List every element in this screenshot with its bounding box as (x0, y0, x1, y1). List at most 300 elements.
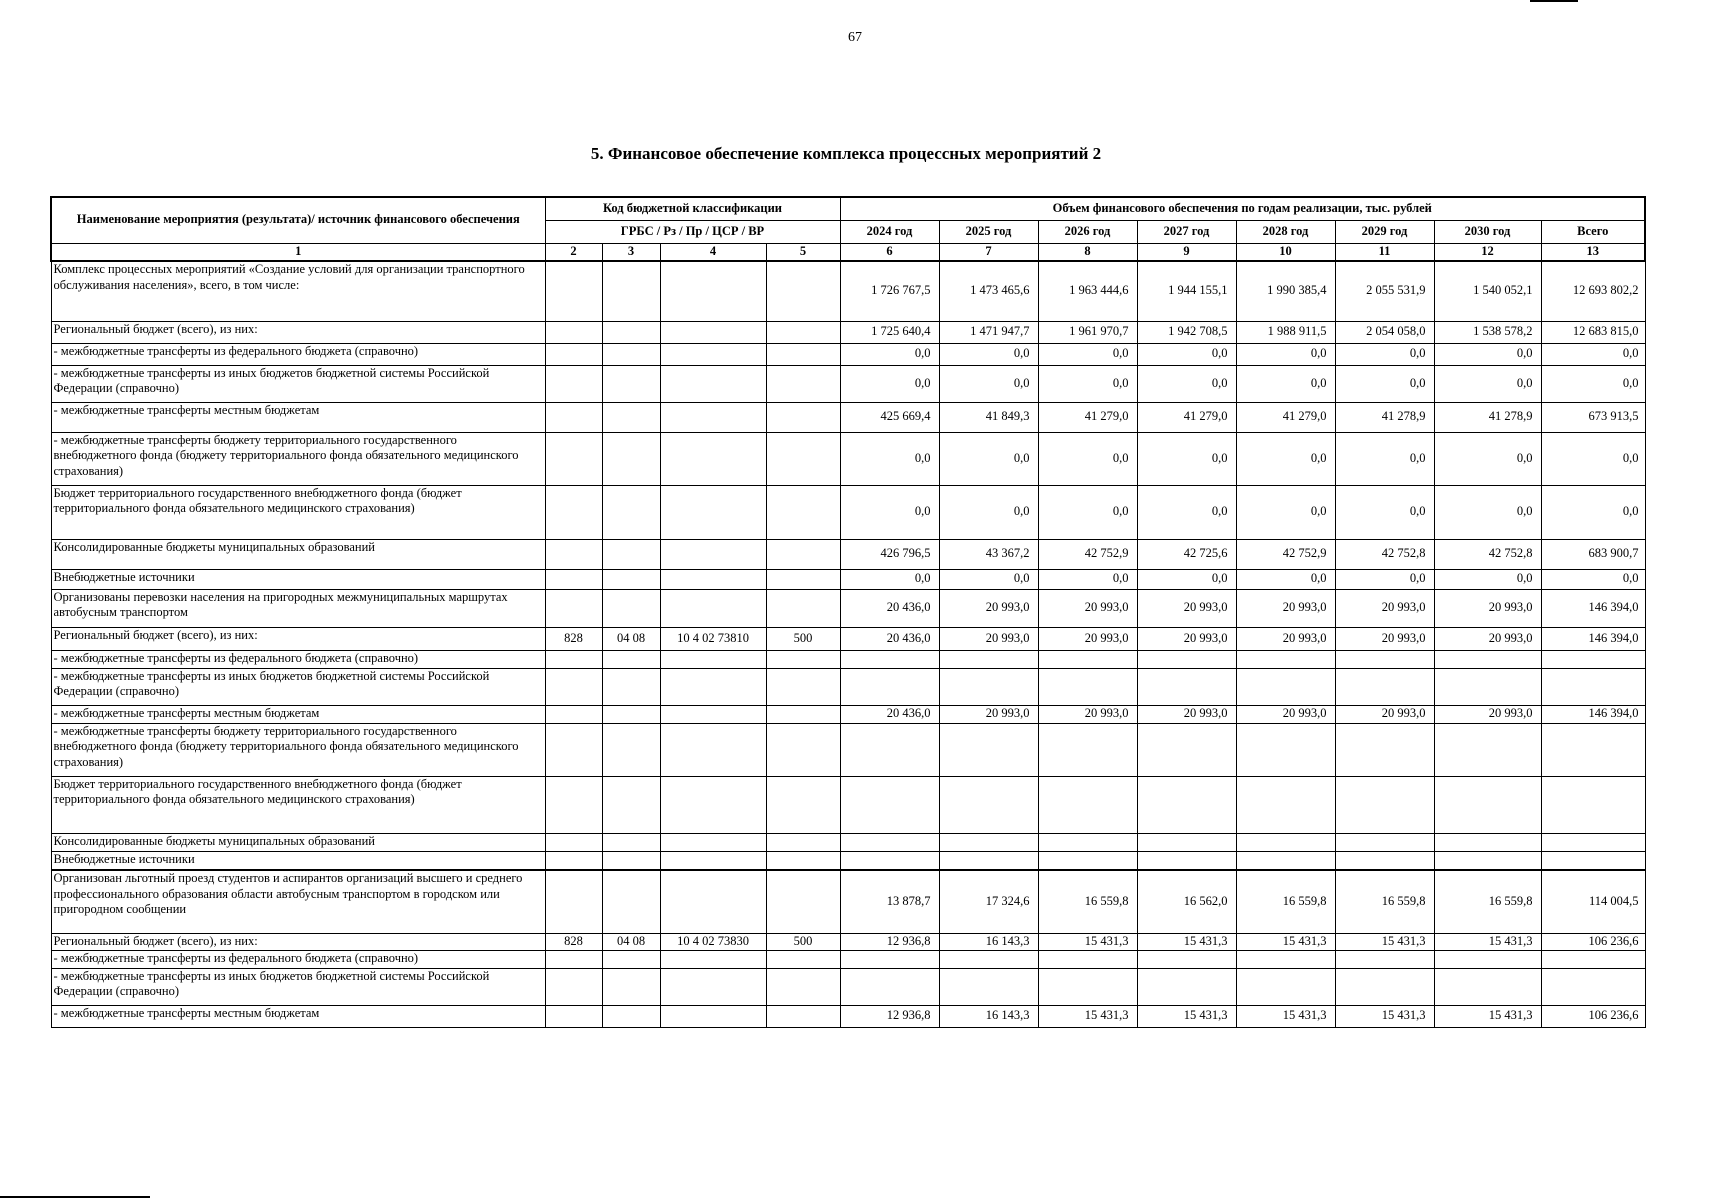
total-value-cell: 673 913,5 (1541, 402, 1645, 432)
year-value-cell: 0,0 (1137, 432, 1236, 485)
header-year: 2030 год (1434, 220, 1541, 243)
budget-code-cell (602, 650, 660, 668)
year-value-cell (1038, 650, 1137, 668)
row-name: - межбюджетные трансферты из федерального бюджета (справочно) (51, 650, 545, 668)
header-year: 2027 год (1137, 220, 1236, 243)
year-value-cell: 0,0 (840, 569, 939, 589)
year-value-cell: 42 752,8 (1434, 539, 1541, 569)
total-value-cell (1541, 650, 1645, 668)
year-value-cell (939, 650, 1038, 668)
row-name: Региональный бюджет (всего), из них: (51, 321, 545, 343)
budget-code-cell (660, 705, 766, 723)
year-value-cell (840, 723, 939, 776)
year-value-cell: 0,0 (1335, 432, 1434, 485)
row-name: Организованы перевозки населения на пригородных межмуниципальных маршрутах автобусным транспортом (51, 589, 545, 627)
budget-code-cell (660, 365, 766, 402)
budget-code-cell: 828 (545, 933, 602, 950)
year-value-cell: 425 669,4 (840, 402, 939, 432)
year-value-cell: 0,0 (1236, 343, 1335, 365)
year-value-cell (840, 851, 939, 870)
year-value-cell (1236, 950, 1335, 968)
year-value-cell: 16 559,8 (1236, 870, 1335, 933)
budget-code-cell (660, 950, 766, 968)
header-year: 2026 год (1038, 220, 1137, 243)
budget-code-cell (766, 950, 840, 968)
year-value-cell (1335, 776, 1434, 833)
table-row (51, 870, 1645, 933)
table-row (51, 539, 1645, 569)
budget-code-cell (766, 365, 840, 402)
total-value-cell (1541, 968, 1645, 1005)
year-value-cell: 20 993,0 (1335, 627, 1434, 650)
year-value-cell (1137, 668, 1236, 705)
year-value-cell: 20 436,0 (840, 705, 939, 723)
table-row (51, 589, 1645, 627)
row-name: Региональный бюджет (всего), из них: (51, 933, 545, 950)
year-value-cell: 41 849,3 (939, 402, 1038, 432)
year-value-cell (1137, 968, 1236, 1005)
budget-code-cell (545, 668, 602, 705)
budget-code-cell (602, 365, 660, 402)
year-value-cell (1434, 968, 1541, 1005)
year-value-cell: 20 993,0 (1137, 589, 1236, 627)
total-value-cell: 0,0 (1541, 343, 1645, 365)
total-value-cell: 146 394,0 (1541, 589, 1645, 627)
year-value-cell: 0,0 (939, 485, 1038, 539)
year-value-cell: 1 473 465,6 (939, 261, 1038, 321)
year-value-cell: 1 990 385,4 (1236, 261, 1335, 321)
year-value-cell: 0,0 (1137, 343, 1236, 365)
budget-code-cell (766, 485, 840, 539)
year-value-cell: 15 431,3 (1038, 1005, 1137, 1027)
year-value-cell (840, 668, 939, 705)
year-value-cell: 1 471 947,7 (939, 321, 1038, 343)
year-value-cell: 0,0 (939, 365, 1038, 402)
year-value-cell: 0,0 (1236, 432, 1335, 485)
year-value-cell (840, 968, 939, 1005)
budget-code-cell: 500 (766, 627, 840, 650)
scan-mark (0, 1196, 150, 1198)
budget-code-cell (545, 968, 602, 1005)
year-value-cell: 1 725 640,4 (840, 321, 939, 343)
year-value-cell: 1 963 444,6 (1038, 261, 1137, 321)
year-value-cell: 16 562,0 (1137, 870, 1236, 933)
budget-code-cell (660, 569, 766, 589)
budget-code-cell (660, 589, 766, 627)
year-value-cell (939, 776, 1038, 833)
budget-code-cell (660, 402, 766, 432)
financing-table (50, 196, 1646, 1028)
year-value-cell: 20 993,0 (1137, 705, 1236, 723)
table-row (51, 650, 1645, 668)
year-value-cell: 15 431,3 (1335, 933, 1434, 950)
budget-code-cell (660, 870, 766, 933)
header-name-col: Наименование мероприятия (результата)/ источник финансового обеспечения (51, 197, 545, 243)
budget-code-cell (766, 432, 840, 485)
year-value-cell (1236, 668, 1335, 705)
column-number: 11 (1335, 243, 1434, 261)
year-value-cell (1335, 950, 1434, 968)
year-value-cell: 41 279,0 (1236, 402, 1335, 432)
year-value-cell (1335, 723, 1434, 776)
year-value-cell: 0,0 (939, 432, 1038, 485)
total-value-cell: 0,0 (1541, 365, 1645, 402)
header-year: 2025 год (939, 220, 1038, 243)
budget-code-cell (766, 539, 840, 569)
budget-code-cell (766, 776, 840, 833)
row-name: Внебюджетные источники (51, 851, 545, 870)
year-value-cell: 1 961 970,7 (1038, 321, 1137, 343)
year-value-cell: 16 559,8 (1434, 870, 1541, 933)
table-row (51, 1005, 1645, 1027)
year-value-cell: 0,0 (840, 343, 939, 365)
budget-code-cell (545, 950, 602, 968)
year-value-cell: 15 431,3 (1434, 1005, 1541, 1027)
table-row (51, 365, 1645, 402)
year-value-cell (1236, 650, 1335, 668)
year-value-cell: 16 143,3 (939, 933, 1038, 950)
row-name: Региональный бюджет (всего), из них: (51, 627, 545, 650)
year-value-cell: 0,0 (1236, 485, 1335, 539)
year-value-cell: 17 324,6 (939, 870, 1038, 933)
table-row (51, 261, 1645, 321)
row-name: - межбюджетные трансферты бюджету территориального государственного внебюджетного фонда (бюджету территориального фонда обязательного медицинского страхования) (51, 723, 545, 776)
year-value-cell (1137, 833, 1236, 851)
year-value-cell: 0,0 (840, 432, 939, 485)
budget-code-cell (545, 705, 602, 723)
row-name: - межбюджетные трансферты из федерального бюджета (справочно) (51, 950, 545, 968)
year-value-cell (939, 851, 1038, 870)
year-value-cell: 15 431,3 (1038, 933, 1137, 950)
row-name: - межбюджетные трансферты местным бюджетам (51, 705, 545, 723)
total-value-cell: 114 004,5 (1541, 870, 1645, 933)
year-value-cell (1038, 851, 1137, 870)
year-value-cell: 0,0 (1335, 485, 1434, 539)
year-value-cell: 1 988 911,5 (1236, 321, 1335, 343)
page-number: 67 (848, 30, 862, 45)
year-value-cell: 0,0 (1434, 569, 1541, 589)
total-value-cell: 683 900,7 (1541, 539, 1645, 569)
table-row (51, 705, 1645, 723)
year-value-cell: 15 431,3 (1335, 1005, 1434, 1027)
budget-code-cell (602, 402, 660, 432)
year-value-cell: 0,0 (1038, 365, 1137, 402)
year-value-cell (1038, 968, 1137, 1005)
budget-code-cell (660, 833, 766, 851)
budget-code-cell (660, 321, 766, 343)
row-name: - межбюджетные трансферты из иных бюджетов бюджетной системы Российской Федерации (справочно) (51, 365, 545, 402)
year-value-cell: 15 431,3 (1236, 933, 1335, 950)
budget-code-cell (660, 650, 766, 668)
total-value-cell (1541, 668, 1645, 705)
table-header (51, 197, 1645, 261)
budget-code-cell (766, 569, 840, 589)
header-year: 2028 год (1236, 220, 1335, 243)
row-name: - межбюджетные трансферты местным бюджетам (51, 402, 545, 432)
year-value-cell (1038, 668, 1137, 705)
budget-code-cell: 10 4 02 73810 (660, 627, 766, 650)
budget-code-cell (660, 723, 766, 776)
budget-code-cell (766, 668, 840, 705)
year-value-cell: 15 431,3 (1137, 933, 1236, 950)
budget-code-cell (766, 968, 840, 1005)
year-value-cell: 20 993,0 (1038, 589, 1137, 627)
table-row (51, 402, 1645, 432)
year-value-cell: 0,0 (1335, 569, 1434, 589)
year-value-cell (939, 723, 1038, 776)
year-value-cell: 0,0 (1434, 343, 1541, 365)
row-name: - межбюджетные трансферты из иных бюджетов бюджетной системы Российской Федерации (справочно) (51, 668, 545, 705)
total-value-cell (1541, 776, 1645, 833)
year-value-cell (1038, 950, 1137, 968)
header-total: Всего (1541, 220, 1645, 243)
year-value-cell: 20 436,0 (840, 627, 939, 650)
year-value-cell (1137, 950, 1236, 968)
row-name: Бюджет территориального государственного внебюджетного фонда (бюджет территориального фонда обязательного медицинского страхования) (51, 485, 545, 539)
budget-code-cell (766, 851, 840, 870)
year-value-cell: 42 752,9 (1236, 539, 1335, 569)
year-value-cell: 13 878,7 (840, 870, 939, 933)
year-value-cell: 41 278,9 (1335, 402, 1434, 432)
budget-code-cell (602, 1005, 660, 1027)
year-value-cell: 12 936,8 (840, 933, 939, 950)
budget-code-cell (766, 705, 840, 723)
year-value-cell: 16 143,3 (939, 1005, 1038, 1027)
budget-code-cell (602, 343, 660, 365)
year-value-cell: 20 993,0 (939, 705, 1038, 723)
total-value-cell (1541, 950, 1645, 968)
total-value-cell (1541, 851, 1645, 870)
column-numbers-row (51, 243, 1645, 261)
year-value-cell (1335, 650, 1434, 668)
year-value-cell: 16 559,8 (1038, 870, 1137, 933)
year-value-cell: 1 942 708,5 (1137, 321, 1236, 343)
budget-code-cell (660, 968, 766, 1005)
budget-code-cell (602, 485, 660, 539)
year-value-cell (1236, 968, 1335, 1005)
budget-code-cell (766, 402, 840, 432)
year-value-cell: 0,0 (1434, 365, 1541, 402)
budget-code-cell (545, 539, 602, 569)
year-value-cell (1038, 776, 1137, 833)
column-number: 9 (1137, 243, 1236, 261)
budget-code-cell (545, 851, 602, 870)
header-code-sub: ГРБС / Рз / Пр / ЦСР / ВР (545, 220, 840, 243)
row-name: - межбюджетные трансферты бюджету территориального государственного внебюджетного фонда (бюджету территориального фонда обязательного медицинского страхования) (51, 432, 545, 485)
year-value-cell: 42 752,9 (1038, 539, 1137, 569)
year-value-cell (1335, 668, 1434, 705)
year-value-cell (1137, 650, 1236, 668)
year-value-cell: 20 993,0 (1137, 627, 1236, 650)
budget-code-cell (660, 343, 766, 365)
year-value-cell: 42 725,6 (1137, 539, 1236, 569)
year-value-cell: 20 993,0 (1434, 627, 1541, 650)
row-name: Комплекс процессных мероприятий «Создание условий для организации транспортного обслуживания населения», всего, в том числе: (51, 261, 545, 321)
year-value-cell: 41 278,9 (1434, 402, 1541, 432)
year-value-cell: 16 559,8 (1335, 870, 1434, 933)
year-value-cell (1335, 851, 1434, 870)
budget-code-cell (766, 650, 840, 668)
table-row (51, 321, 1645, 343)
year-value-cell: 0,0 (1434, 432, 1541, 485)
table-body (51, 261, 1645, 1027)
budget-code-cell (602, 870, 660, 933)
budget-code-cell (602, 851, 660, 870)
year-value-cell (840, 833, 939, 851)
year-value-cell (840, 950, 939, 968)
year-value-cell: 1 944 155,1 (1137, 261, 1236, 321)
budget-code-cell (660, 668, 766, 705)
budget-code-cell (660, 432, 766, 485)
year-value-cell: 1 538 578,2 (1434, 321, 1541, 343)
budget-code-cell (602, 705, 660, 723)
year-value-cell: 0,0 (1038, 569, 1137, 589)
budget-code-cell (660, 261, 766, 321)
budget-code-cell (766, 321, 840, 343)
table-row (51, 950, 1645, 968)
budget-code-cell (766, 343, 840, 365)
year-value-cell: 426 796,5 (840, 539, 939, 569)
year-value-cell (1137, 851, 1236, 870)
column-number: 8 (1038, 243, 1137, 261)
budget-code-cell (545, 833, 602, 851)
year-value-cell (939, 950, 1038, 968)
year-value-cell (1236, 776, 1335, 833)
year-value-cell (1434, 833, 1541, 851)
year-value-cell: 15 431,3 (1236, 1005, 1335, 1027)
header-year: 2024 год (840, 220, 939, 243)
budget-code-cell: 10 4 02 73830 (660, 933, 766, 950)
column-number: 7 (939, 243, 1038, 261)
year-value-cell: 20 993,0 (1236, 589, 1335, 627)
budget-code-cell (766, 870, 840, 933)
column-number: 3 (602, 243, 660, 261)
budget-code-cell (545, 432, 602, 485)
year-value-cell: 20 993,0 (1038, 705, 1137, 723)
budget-code-cell (602, 539, 660, 569)
year-value-cell (1335, 833, 1434, 851)
row-name: Бюджет территориального государственного внебюджетного фонда (бюджет территориального фонда обязательного медицинского страхования) (51, 776, 545, 833)
year-value-cell: 0,0 (1038, 432, 1137, 485)
year-value-cell: 2 055 531,9 (1335, 261, 1434, 321)
header-code-group: Код бюджетной классификации (545, 197, 840, 220)
total-value-cell: 12 683 815,0 (1541, 321, 1645, 343)
budget-code-cell (602, 432, 660, 485)
year-value-cell: 0,0 (1335, 365, 1434, 402)
year-value-cell (939, 833, 1038, 851)
year-value-cell (1434, 650, 1541, 668)
budget-code-cell (545, 723, 602, 776)
year-value-cell (1236, 851, 1335, 870)
year-value-cell: 0,0 (1137, 365, 1236, 402)
year-value-cell: 20 993,0 (1236, 705, 1335, 723)
budget-code-cell (545, 589, 602, 627)
column-number: 5 (766, 243, 840, 261)
table-row (51, 432, 1645, 485)
column-number: 13 (1541, 243, 1645, 261)
budget-code-cell (602, 261, 660, 321)
year-value-cell: 20 993,0 (1434, 589, 1541, 627)
budget-code-cell (766, 261, 840, 321)
year-value-cell (1434, 668, 1541, 705)
year-value-cell: 1 540 052,1 (1434, 261, 1541, 321)
budget-code-cell (545, 321, 602, 343)
year-value-cell: 0,0 (1236, 365, 1335, 402)
year-value-cell: 43 367,2 (939, 539, 1038, 569)
year-value-cell: 20 993,0 (1434, 705, 1541, 723)
budget-code-cell (602, 569, 660, 589)
table-row (51, 668, 1645, 705)
total-value-cell (1541, 723, 1645, 776)
year-value-cell: 20 993,0 (1236, 627, 1335, 650)
page-title: 5. Финансовое обеспечение комплекса процессных мероприятий 2 (590, 144, 1102, 163)
total-value-cell: 106 236,6 (1541, 933, 1645, 950)
table-row (51, 933, 1645, 950)
table-row (51, 627, 1645, 650)
budget-code-cell (545, 650, 602, 668)
budget-code-cell: 04 08 (602, 627, 660, 650)
row-name: Консолидированные бюджеты муниципальных образований (51, 539, 545, 569)
year-value-cell: 0,0 (1137, 485, 1236, 539)
budget-code-cell (545, 343, 602, 365)
year-value-cell (939, 668, 1038, 705)
budget-code-cell (602, 950, 660, 968)
scan-mark (1530, 0, 1578, 2)
year-value-cell (1434, 851, 1541, 870)
table-row (51, 833, 1645, 851)
total-value-cell: 0,0 (1541, 485, 1645, 539)
budget-code-cell (545, 261, 602, 321)
table-row (51, 723, 1645, 776)
budget-code-cell (545, 365, 602, 402)
year-value-cell: 20 436,0 (840, 589, 939, 627)
total-value-cell (1541, 833, 1645, 851)
year-value-cell (840, 776, 939, 833)
column-number: 10 (1236, 243, 1335, 261)
budget-code-cell (766, 1005, 840, 1027)
year-value-cell: 20 993,0 (939, 627, 1038, 650)
budget-code-cell (545, 569, 602, 589)
budget-code-cell: 500 (766, 933, 840, 950)
year-value-cell: 0,0 (939, 569, 1038, 589)
year-value-cell (1335, 968, 1434, 1005)
column-number: 6 (840, 243, 939, 261)
budget-code-cell (602, 833, 660, 851)
year-value-cell: 41 279,0 (1137, 402, 1236, 432)
row-name: Внебюджетные источники (51, 569, 545, 589)
budget-code-cell (602, 776, 660, 833)
budget-code-cell (766, 589, 840, 627)
year-value-cell (1434, 723, 1541, 776)
budget-code-cell (660, 539, 766, 569)
year-value-cell: 0,0 (1038, 485, 1137, 539)
year-value-cell: 0,0 (1236, 569, 1335, 589)
year-value-cell: 0,0 (1335, 343, 1434, 365)
budget-code-cell (602, 321, 660, 343)
year-value-cell (1038, 723, 1137, 776)
year-value-cell: 20 993,0 (1335, 705, 1434, 723)
year-value-cell (1434, 950, 1541, 968)
budget-code-cell (660, 485, 766, 539)
budget-code-cell: 04 08 (602, 933, 660, 950)
budget-code-cell (602, 668, 660, 705)
budget-code-cell (545, 485, 602, 539)
budget-code-cell (602, 723, 660, 776)
header-year: 2029 год (1335, 220, 1434, 243)
year-value-cell (1236, 723, 1335, 776)
year-value-cell: 0,0 (1137, 569, 1236, 589)
total-value-cell: 0,0 (1541, 432, 1645, 485)
